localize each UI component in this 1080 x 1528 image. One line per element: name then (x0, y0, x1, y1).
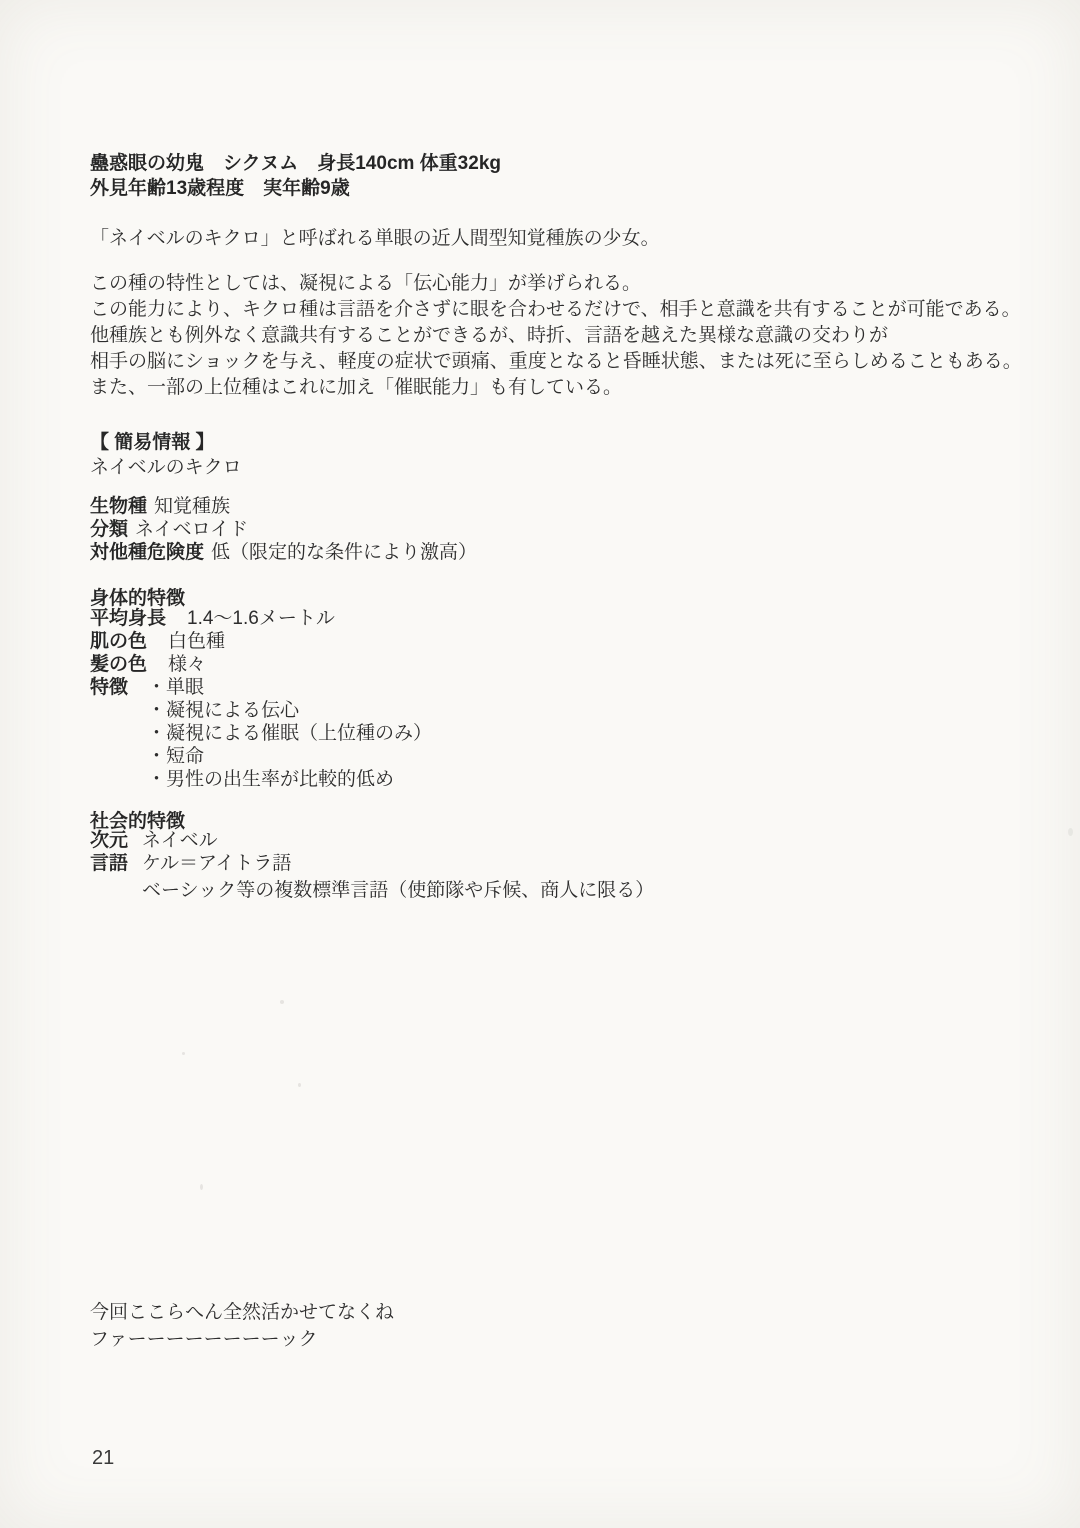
scan-speck (1068, 828, 1073, 836)
row-label: 対他種危険度 (90, 542, 205, 563)
description-line: この種の特性としては、凝視による「伝心能力」が挙げられる。 (90, 273, 642, 294)
title-line-2: 外見年齢13歳程度 実年齢9歳 (90, 178, 350, 199)
info-row-dimension (90, 829, 291, 852)
row-label: 平均身長 (90, 608, 167, 629)
feature-item: ・男性の出生率が比較的低め (147, 769, 395, 790)
info-row-language (90, 852, 291, 875)
row-label: 肌の色 (90, 631, 148, 652)
row-label: 次元 (90, 830, 129, 851)
scan-speck (298, 1083, 301, 1087)
info-row-skin-color (90, 630, 335, 653)
info-row-hair-color (90, 653, 335, 676)
footer-note-line: ファーーーーーーーーック (90, 1329, 318, 1350)
scan-speck (280, 1000, 284, 1004)
row-label: 言語 (90, 853, 129, 874)
row-value: 様々 (168, 654, 207, 675)
description-line: この能力により、キクロ種は言語を介さずに眼を合わせるだけで、相手と意識を共有することが可能である。 (90, 299, 1021, 320)
basic-info-rows (90, 495, 477, 564)
species-name: ネイベルのキクロ (90, 457, 242, 478)
row-value: ネイベロイド (135, 519, 249, 540)
footer-note (90, 1299, 394, 1353)
row-value: 低（限定的な条件により激高） (211, 542, 478, 563)
description-paragraph (90, 271, 1022, 401)
scan-speck (182, 1052, 185, 1055)
row-value: ケル＝アイトラ語 (142, 853, 292, 874)
row-value: ネイベル (142, 830, 218, 851)
feature-item: ・凝視による催眠（上位種のみ） (147, 723, 433, 744)
feature-item: ・凝視による伝心 (147, 700, 300, 721)
row-value: ・単眼 (147, 677, 205, 698)
row-label: 生物種 (90, 496, 148, 517)
info-row-species-type (90, 495, 477, 518)
social-info-rows (90, 829, 291, 875)
row-label: 特徴 (90, 677, 129, 698)
info-row-classification (90, 518, 477, 541)
page-number: 21 (92, 1447, 115, 1469)
row-value: 1.4〜1.6メートル (187, 608, 335, 629)
title-line-1: 蠱惑眼の幼鬼 シクヌム 身長140cm 体重32kg (90, 153, 501, 174)
info-row-danger-level (90, 541, 477, 564)
row-value: 知覚種族 (154, 496, 231, 517)
info-row-average-height (90, 607, 335, 630)
row-value: 白色種 (168, 631, 226, 652)
row-label: 分類 (90, 519, 129, 540)
description-line: 他種族とも例外なく意識共有することができるが、時折、言語を越えた異様な意識の交わりが (90, 325, 889, 346)
footer-note-line: 今回ここらへん全然活かせてなくね (90, 1302, 395, 1323)
social-section-heading: 社会的特徴 (90, 811, 186, 832)
intro-text: 「ネイベルのキクロ」と呼ばれる単眼の近人間型知覚種族の少女。 (90, 228, 660, 249)
physical-section-heading: 身体的特徴 (90, 588, 186, 609)
language-extra-line: ベーシック等の複数標準言語（使節隊や斥候、商人に限る） (142, 880, 655, 901)
description-line: また、一部の上位種はこれに加え「催眠能力」も有している。 (90, 377, 623, 398)
description-line: 相手の脳にショックを与え、軽度の症状で頭痛、重度となると昏睡状態、または死に至らしめることもある。 (90, 351, 1022, 372)
simple-info-heading: 【 簡易情報 】 (90, 432, 215, 453)
row-label: 髪の色 (90, 654, 148, 675)
info-row-features (90, 676, 335, 699)
physical-info-rows (90, 607, 335, 699)
scan-speck (200, 1184, 203, 1190)
page-title (90, 151, 501, 201)
feature-bullet-list (90, 699, 432, 791)
feature-item: ・短命 (147, 746, 205, 767)
